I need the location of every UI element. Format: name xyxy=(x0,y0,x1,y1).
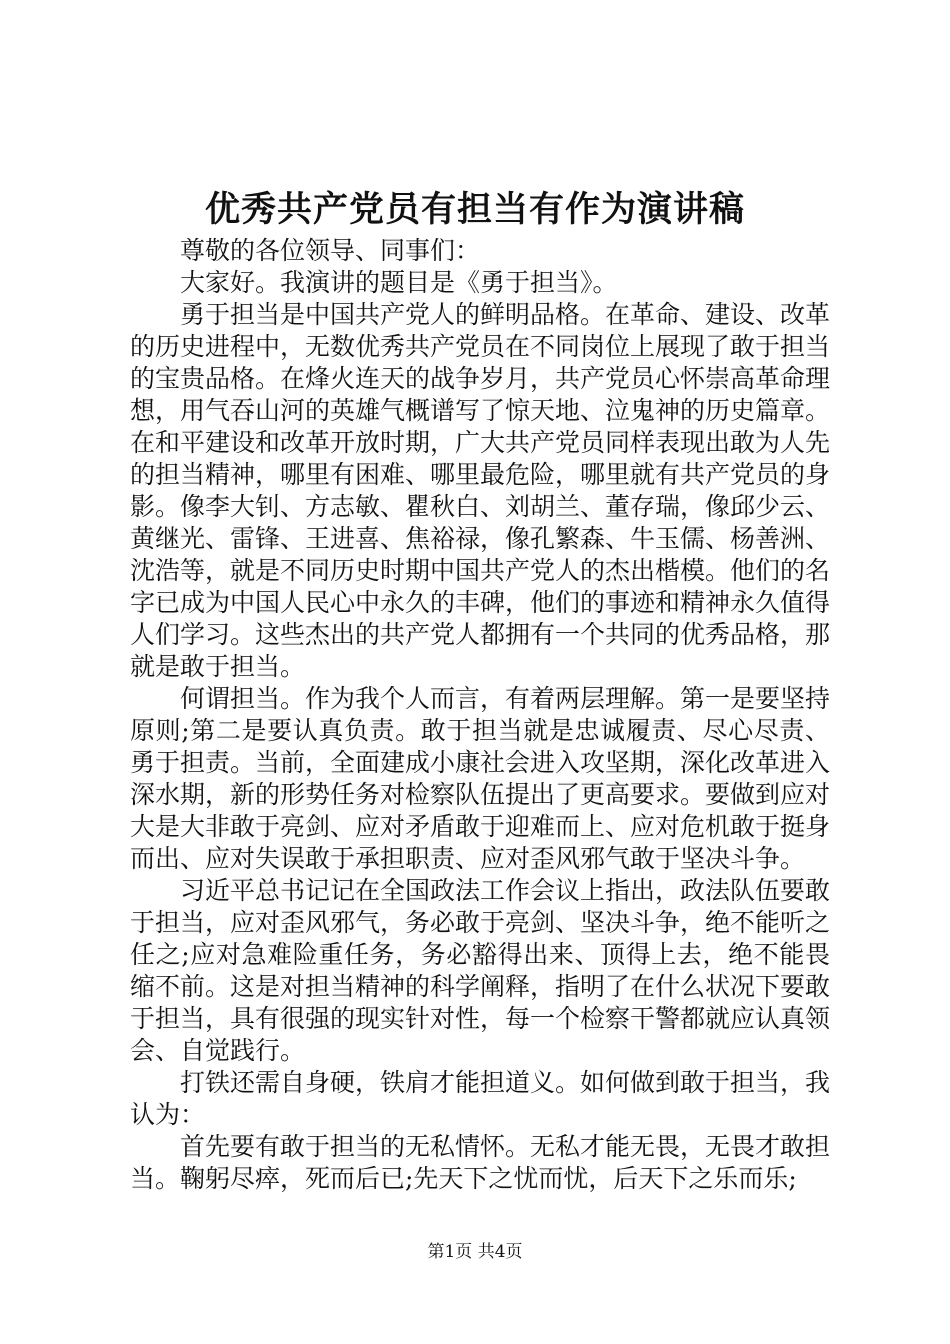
greeting: 大家好。我演讲的题目是《勇于担当》。 xyxy=(180,268,618,297)
paragraph: 打铁还需自身硬，铁肩才能担道义。如何做到敢于担当，我认为： xyxy=(130,1068,831,1129)
paragraph: 何谓担当。作为我个人而言，有着两层理解。第一是要坚持原则;第二是要认真负责。敢于担当就是忠诚履责、尽心尽责、勇于担责。当前，全面建成小康社会进入攻坚期，深化改革进入深水期，新的形势任务对检察队伍提出了更高要求。要做到应对大是大非敢于亮剑、应对矛盾敢于迎难而上、应对危机敢于挺身而出、应对失误敢于承担职责、应对歪风邪气敢于坚决斗争。 xyxy=(130,684,831,873)
paragraph: 首先要有敢于担当的无私情怀。无私才能无畏，无畏才敢担当。鞠躬尽瘁，死而后已;先天下之忧而忧，后天下之乐而乐; xyxy=(130,1132,831,1193)
page-footer: 第1页 共4页 xyxy=(427,1242,523,1262)
document-body xyxy=(130,235,830,1195)
document-title: 优秀共产党员有担当有作为演讲稿 xyxy=(204,189,745,230)
salutation: 尊敬的各位领导、同事们： xyxy=(180,236,481,265)
paragraph: 习近平总书记记在全国政法工作会议上指出，政法队伍要敢于担当，应对歪风邪气，务必敢于亮剑、坚决斗争，绝不能听之任之;应对急难险重任务，务必豁得出来、顶得上去，绝不能畏缩不前。这是对担当精神的科学阐释，指明了在什么状况下要敢于担当，具有很强的现实针对性，每一个检察干警都就应认真领会、自觉践行。 xyxy=(130,876,831,1065)
paragraph: 勇于担当是中国共产党人的鲜明品格。在革命、建设、改革的历史进程中，无数优秀共产党员在不同岗位上展现了敢于担当的宝贵品格。在烽火连天的战争岁月，共产党员心怀崇高革命理想，用气吞山河的英雄气概谱写了惊天地、泣鬼神的历史篇章。在和平建设和改革开放时期，广大共产党员同样表现出敢为人先的担当精神，哪里有困难、哪里最危险，哪里就有共产党员的身影。像李大钊、方志敏、瞿秋白、刘胡兰、董存瑞，像邱少云、黄继光、雷锋、王进喜、焦裕禄，像孔繁森、牛玉儒、杨善洲、沈浩等，就是不同历史时期中国共产党人的杰出楷模。他们的名字已成为中国人民心中永久的丰碑，他们的事迹和精神永久值得人们学习。这些杰出的共产党人都拥有一个共同的优秀品格，那就是敢于担当。 xyxy=(130,300,831,681)
